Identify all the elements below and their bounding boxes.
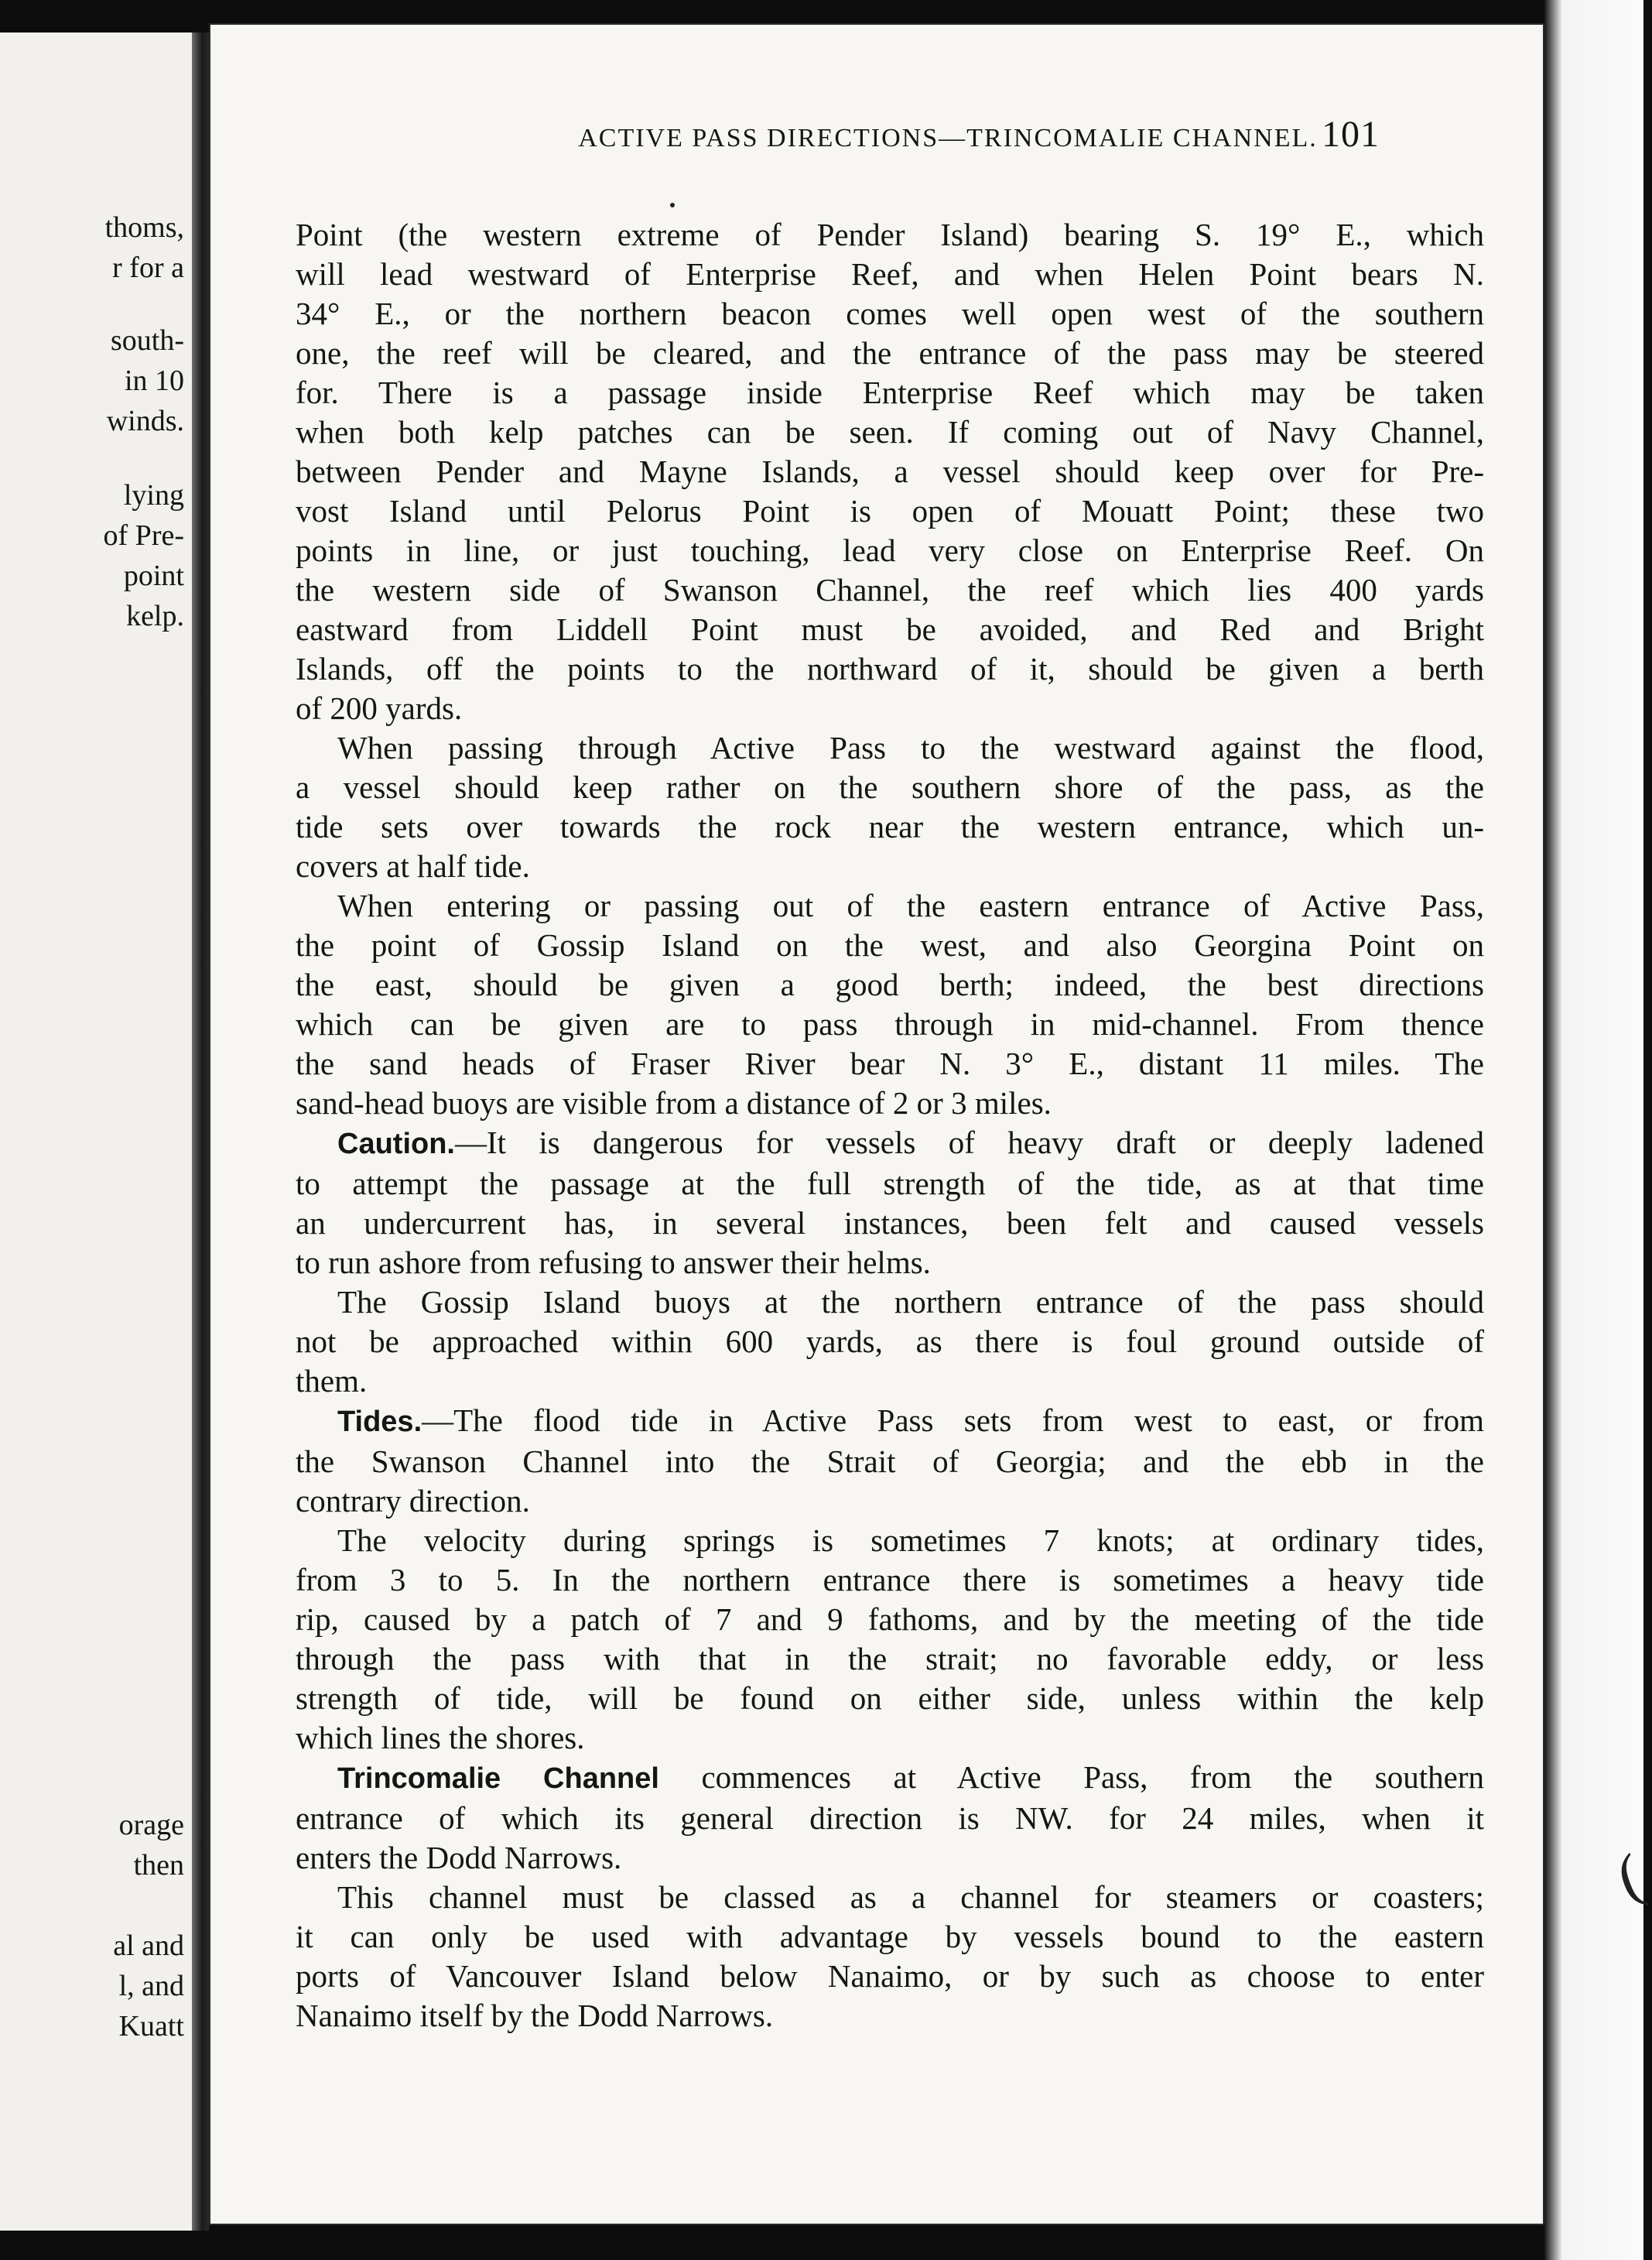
- left-page-line: Kuatt: [118, 2010, 184, 2043]
- text-line: strength of tide, will be found on either side, unless within the kelp: [296, 1680, 1484, 1716]
- text-line: Point (the western extreme of Pender Island) bearing S. 19° E., which: [296, 217, 1484, 252]
- text-line: The velocity during springs is sometimes 7 knots; at ordinary tides,: [337, 1522, 1484, 1558]
- text-line: the western side of Swanson Channel, the reef which lies 400 yards: [296, 572, 1484, 608]
- text-line: [296, 1401, 1484, 1442]
- text-line: sand-head buoys are visible from a distance of 2 or 3 miles.: [296, 1085, 1052, 1121]
- text-line: Islands, off the points to the northward of it, should be given a berth: [296, 651, 1484, 687]
- left-page-line: in 10: [124, 365, 184, 397]
- text-line: to run ashore from refusing to answer their helms.: [296, 1245, 931, 1280]
- text-line: from 3 to 5. In the northern entrance there is sometimes a heavy tide: [296, 1562, 1484, 1597]
- text-line: tide sets over towards the rock near the western entrance, which un-: [296, 809, 1484, 844]
- text-line: Nanaimo itself by the Dodd Narrows.: [296, 1998, 774, 2033]
- text-line: one, the reef will be cleared, and the entrance of the pass may be steered: [296, 335, 1484, 371]
- text-line: [296, 1123, 1484, 1164]
- text-line: will lead westward of Enterprise Reef, and when Helen Point bears N.: [296, 256, 1484, 292]
- section-heading: Trincomalie Channel: [337, 1762, 659, 1795]
- book-page: [209, 23, 1544, 2225]
- text-line: rip, caused by a patch of 7 and 9 fathoms, and by the meeting of the tide: [296, 1601, 1484, 1637]
- left-page-line: point: [123, 560, 184, 592]
- text-line: the sand heads of Fraser River bear N. 3° E., distant 11 miles. The: [296, 1046, 1484, 1081]
- text-line: an undercurrent has, in several instances, been felt and caused vessels: [296, 1205, 1484, 1241]
- left-page-line: kelp.: [126, 600, 184, 632]
- scan-edge: [1544, 0, 1643, 2260]
- text-line: the point of Gossip Island on the west, and also Georgina Point on: [296, 927, 1484, 963]
- section-heading: Caution.: [337, 1128, 455, 1160]
- left-page-line: orage: [118, 1809, 184, 1841]
- left-page-line: south-: [111, 324, 184, 357]
- left-page-line: thoms,: [104, 211, 184, 244]
- left-page-line: l, and: [118, 1970, 184, 2002]
- paragraph: [296, 215, 1484, 728]
- text-line: the east, should be given a good berth; indeed, the best directions: [296, 967, 1484, 1002]
- text-line: a vessel should keep rather on the southern shore of the pass, as the: [296, 769, 1484, 805]
- text-line-content: —The flood tide in Active Pass sets from west to east, or from: [422, 1402, 1484, 1438]
- text-line: when both kelp patches can be seen. If coming out of Navy Channel,: [296, 414, 1484, 450]
- paragraph: [296, 1123, 1484, 1282]
- text-line: to attempt the passage at the full strength of the tide, as at that time: [296, 1166, 1484, 1201]
- text-line: enters the Dodd Narrows.: [296, 1840, 622, 1875]
- text-line: This channel must be classed as a channel for steamers or coasters;: [337, 1879, 1484, 1915]
- paragraph: [296, 1282, 1484, 1401]
- left-page-line: of Pre-: [103, 519, 184, 552]
- text-line: between Pender and Mayne Islands, a vessel should keep over for Pre-: [296, 454, 1484, 489]
- scan-mark: (: [1608, 1841, 1652, 1912]
- text-line: which can be given are to pass through in mid-channel. From thence: [296, 1006, 1484, 1042]
- text-line: points in line, or just touching, lead very close on Enterprise Reef. On: [296, 532, 1484, 568]
- text-line: not be approached within 600 yards, as there is foul ground outside of: [296, 1323, 1484, 1359]
- paragraph: [296, 1758, 1484, 1878]
- ink-speck: [670, 203, 675, 207]
- text-line: contrary direction.: [296, 1483, 530, 1519]
- text-line: When entering or passing out of the eastern entrance of Active Pass,: [337, 888, 1484, 923]
- text-line: covers at half tide.: [296, 848, 530, 884]
- text-line-content: —It is dangerous for vessels of heavy draft or deeply ladened: [454, 1125, 1484, 1160]
- text-line: them.: [296, 1363, 368, 1399]
- book-gutter: [192, 33, 209, 2231]
- text-line: which lines the shores.: [296, 1720, 585, 1755]
- text-line: the Swanson Channel into the Strait of Georgia; and the ebb in the: [296, 1443, 1484, 1479]
- left-page-line: lying: [123, 479, 184, 512]
- text-line: vost Island until Pelorus Point is open of Mouatt Point; these two: [296, 493, 1484, 529]
- text-line: of 200 yards.: [296, 690, 463, 726]
- text-line: eastward from Liddell Point must be avoided, and Red and Bright: [296, 611, 1484, 647]
- paragraph: [296, 886, 1484, 1123]
- previous-page-fragment: [0, 33, 192, 2231]
- paragraph: [296, 1521, 1484, 1758]
- text-line: 34° E., or the northern beacon comes well open west of the southern: [296, 296, 1484, 331]
- section-heading: Tides.: [337, 1406, 422, 1438]
- page-number: 101: [1322, 114, 1380, 155]
- text-line: entrance of which its general direction is NW. for 24 miles, when it: [296, 1800, 1484, 1836]
- left-page-line: r for a: [112, 252, 184, 284]
- paragraph: [296, 1401, 1484, 1521]
- text-line: for. There is a passage inside Enterprise Reef which may be taken: [296, 375, 1484, 410]
- paragraph: [296, 1878, 1484, 2036]
- left-page-line: al and: [113, 1930, 184, 1962]
- text-line-content: commences at Active Pass, from the southern: [658, 1759, 1484, 1795]
- running-header: ACTIVE PASS DIRECTIONS—TRINCOMALIE CHANNEL.: [578, 124, 1318, 152]
- left-page-line: then: [133, 1849, 184, 1882]
- text-line: When passing through Active Pass to the westward against the flood,: [337, 730, 1484, 765]
- page-body: [296, 215, 1484, 2036]
- left-page-line: winds.: [106, 405, 184, 437]
- text-line: through the pass with that in the strait; no favorable eddy, or less: [296, 1641, 1484, 1676]
- text-line: [296, 1758, 1484, 1799]
- paragraph: [296, 728, 1484, 886]
- text-line: ports of Vancouver Island below Nanaimo, or by such as choose to enter: [296, 1958, 1484, 1994]
- text-line: The Gossip Island buoys at the northern entrance of the pass should: [337, 1284, 1484, 1320]
- text-line: it can only be used with advantage by vessels bound to the eastern: [296, 1919, 1484, 1954]
